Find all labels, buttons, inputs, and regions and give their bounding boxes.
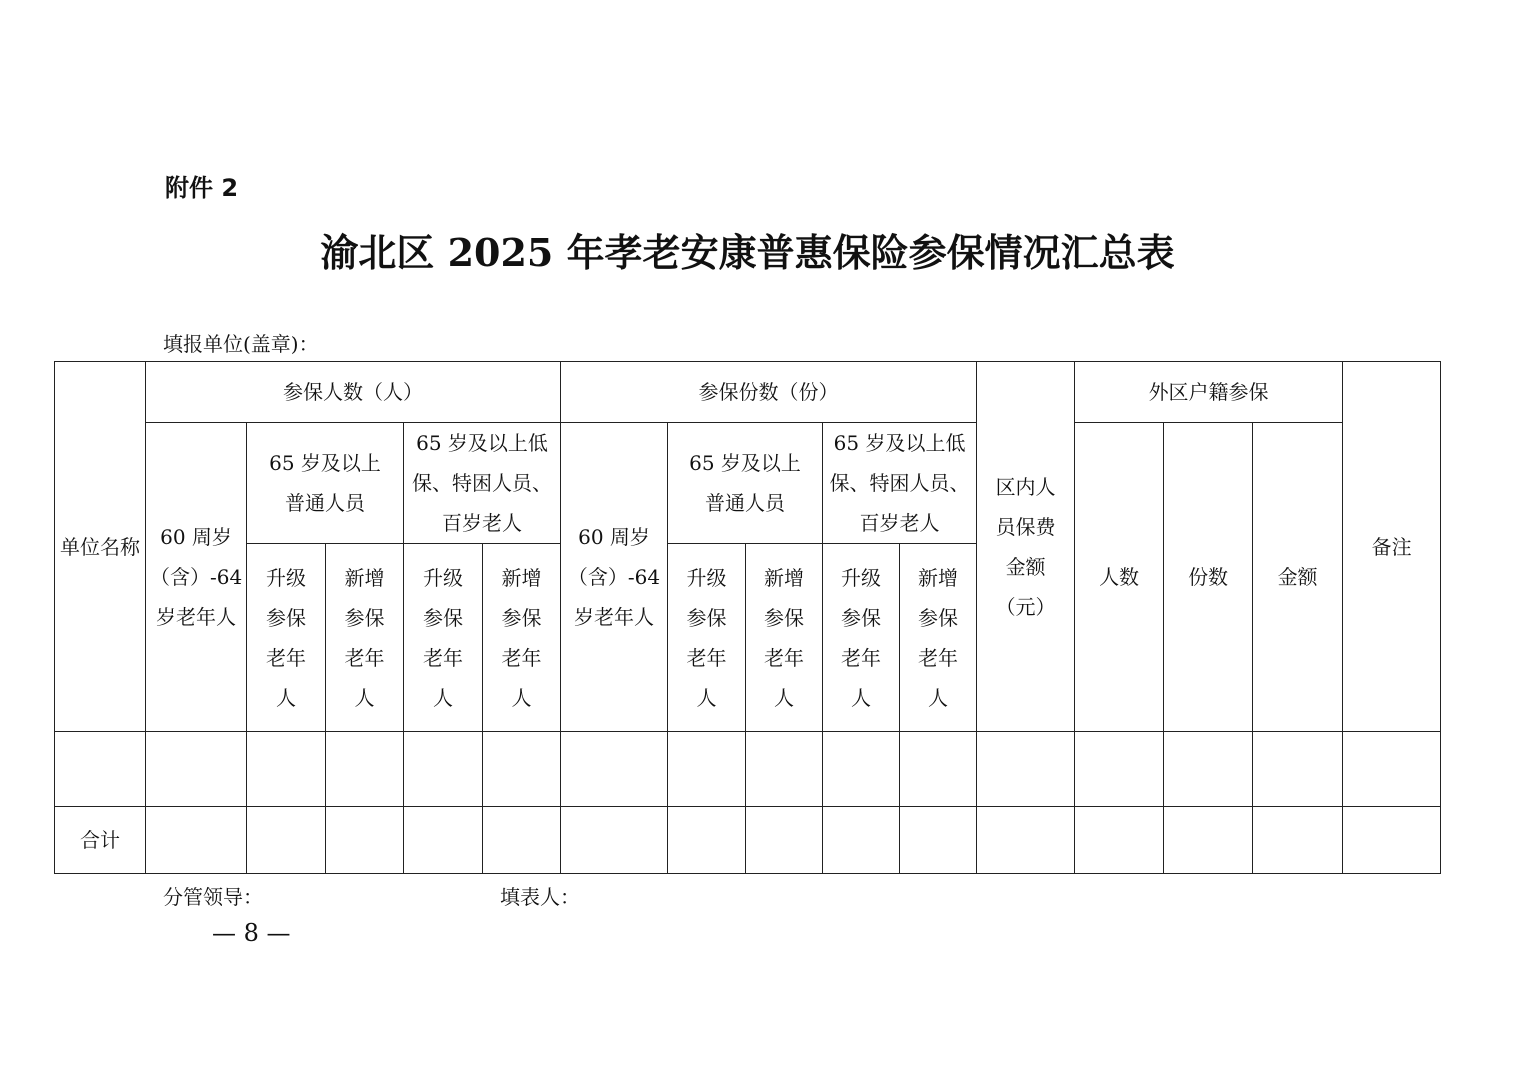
total-cell[interactable] bbox=[1253, 807, 1343, 874]
total-cell[interactable] bbox=[1164, 807, 1253, 874]
header-persons-ordinary-upgrade: 升级参保老年人 bbox=[247, 544, 326, 732]
data-cell[interactable] bbox=[1343, 732, 1441, 807]
header-external-copies: 份数 bbox=[1164, 423, 1253, 732]
data-cell[interactable] bbox=[404, 732, 483, 807]
filler-label: 填表人： bbox=[500, 885, 580, 909]
total-cell[interactable] bbox=[146, 807, 247, 874]
total-cell[interactable] bbox=[1075, 807, 1164, 874]
header-persons-lowincome-upgrade: 升级参保老年人 bbox=[404, 544, 483, 732]
page-title: 渝北区 2025 年孝老安康普惠保险参保情况汇总表 bbox=[320, 230, 1175, 275]
table-row bbox=[55, 732, 1441, 807]
header-unit-name: 单位名称 bbox=[55, 362, 146, 732]
header-copies-65-low-income: 65 岁及以上低保、特困人员、百岁老人 bbox=[823, 423, 977, 544]
attachment-label: 附件 2 bbox=[165, 174, 239, 202]
total-cell[interactable] bbox=[561, 807, 668, 874]
data-cell[interactable] bbox=[326, 732, 404, 807]
header-copies-age-60-64: 60 周岁（含）-64 岁老年人 bbox=[561, 423, 668, 732]
header-insured-copies: 参保份数（份） bbox=[561, 362, 977, 423]
data-cell[interactable] bbox=[55, 732, 146, 807]
supervisor-label: 分管领导： bbox=[163, 885, 263, 909]
total-cell[interactable] bbox=[746, 807, 823, 874]
data-cell[interactable] bbox=[247, 732, 326, 807]
total-cell[interactable] bbox=[900, 807, 977, 874]
total-cell[interactable] bbox=[823, 807, 900, 874]
data-cell[interactable] bbox=[483, 732, 561, 807]
header-copies-lowincome-upgrade: 升级参保老年人 bbox=[823, 544, 900, 732]
data-cell[interactable] bbox=[668, 732, 746, 807]
data-cell[interactable] bbox=[561, 732, 668, 807]
header-copies-lowincome-new: 新增参保老年人 bbox=[900, 544, 977, 732]
data-cell[interactable] bbox=[146, 732, 247, 807]
header-copies-ordinary-new: 新增参保老年人 bbox=[746, 544, 823, 732]
header-persons-65-ordinary: 65 岁及以上普通人员 bbox=[247, 423, 404, 544]
header-persons-age-60-64: 60 周岁（含）-64 岁老年人 bbox=[146, 423, 247, 732]
header-external-registry: 外区户籍参保 bbox=[1075, 362, 1343, 423]
header-remarks: 备注 bbox=[1343, 362, 1441, 732]
data-cell[interactable] bbox=[823, 732, 900, 807]
header-persons-65-low-income: 65 岁及以上低保、特困人员、百岁老人 bbox=[404, 423, 561, 544]
data-cell[interactable] bbox=[977, 732, 1075, 807]
total-cell[interactable] bbox=[668, 807, 746, 874]
header-copies-65-ordinary: 65 岁及以上普通人员 bbox=[668, 423, 823, 544]
header-external-amount: 金额 bbox=[1253, 423, 1343, 732]
header-persons-lowincome-new: 新增参保老年人 bbox=[483, 544, 561, 732]
header-persons-ordinary-new: 新增参保老年人 bbox=[326, 544, 404, 732]
total-cell[interactable] bbox=[247, 807, 326, 874]
total-cell[interactable] bbox=[483, 807, 561, 874]
data-cell[interactable] bbox=[1075, 732, 1164, 807]
page-number: — 8 — bbox=[212, 919, 291, 947]
header-insured-persons: 参保人数（人） bbox=[146, 362, 561, 423]
total-cell[interactable] bbox=[1343, 807, 1441, 874]
total-cell[interactable] bbox=[326, 807, 404, 874]
total-cell[interactable] bbox=[404, 807, 483, 874]
total-row-label: 合计 bbox=[55, 807, 146, 874]
total-cell[interactable] bbox=[977, 807, 1075, 874]
data-cell[interactable] bbox=[1253, 732, 1343, 807]
header-external-persons: 人数 bbox=[1075, 423, 1164, 732]
header-premium-amount: 区内人员保费金额（元） bbox=[977, 362, 1075, 732]
total-row bbox=[55, 807, 1441, 874]
data-cell[interactable] bbox=[746, 732, 823, 807]
reporting-unit-label: 填报单位(盖章)： bbox=[163, 332, 319, 356]
data-cell[interactable] bbox=[900, 732, 977, 807]
data-cell[interactable] bbox=[1164, 732, 1253, 807]
header-copies-ordinary-upgrade: 升级参保老年人 bbox=[668, 544, 746, 732]
summary-table bbox=[54, 361, 1441, 874]
